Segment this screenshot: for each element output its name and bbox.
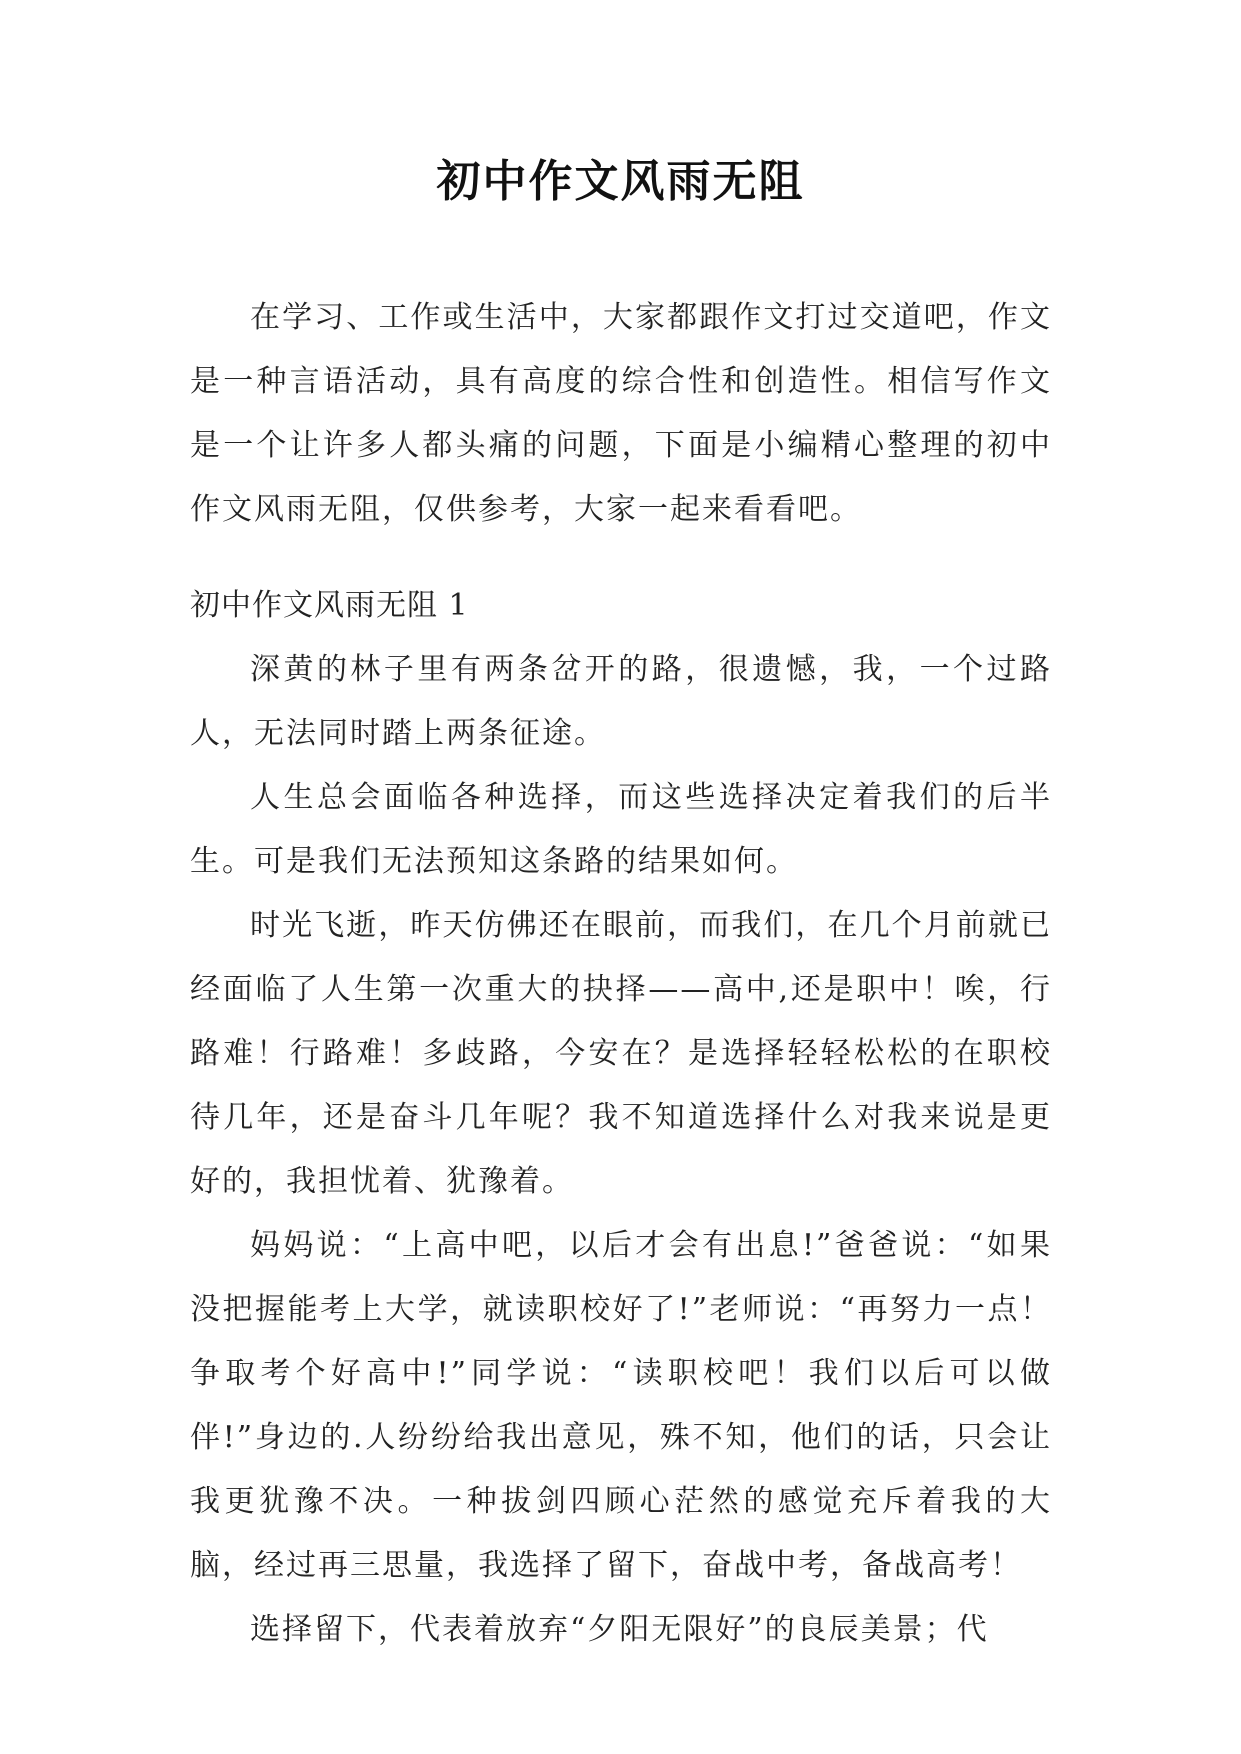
body-paragraph-1: 深黄的林子里有两条岔开的路，很遗憾，我，一个过路人，无法同时踏上两条征途。 [190,652,1052,751]
intro-section [190,286,1052,542]
document-title: 初中作文风雨无阻 [436,156,805,207]
intro-paragraph: 在学习、工作或生活中，大家都跟作文打过交道吧，作文是一种言语活动，具有高度的综合性和创造性。相信写作文是一个让许多人都头痛的问题，下面是小编精心整理的初中作文风雨无阻，仅供参考，大家一起来看看吧。 [190,300,1052,527]
body-paragraph-2: 人生总会面临各种选择，而这些选择决定着我们的后半生。可是我们无法预知这条路的结果如何。 [190,780,1052,879]
body-paragraph-5: 选择留下，代表着放弃“夕阳无限好”的良辰美景；代 [250,1612,989,1647]
body-paragraph-3: 时光飞逝，昨天仿佛还在眼前，而我们，在几个月前就已经面临了人生第一次重大的抉择——高中,还是职中！唉，行路难！行路难！多歧路，今安在？是选择轻轻松松的在职校待几年，还是奋斗几年呢？我不知道选择什么对我来说是更好的，我担忧着、犹豫着。 [190,908,1052,1199]
body-paragraph-4: 妈妈说：“上高中吧，以后才会有出息!”爸爸说：“如果没把握能考上大学，就读职校好了!”老师说：“再努力一点！争取考个好高中!”同学说：“读职校吧！我们以后可以做伴!”身边的.人纷纷给我出意见，殊不知，他们的话，只会让我更犹豫不决。一种拔剑四顾心茫然的感觉充斥着我的大脑，经过再三思量，我选择了留下，奋战中考，备战高考！ [190,1228,1052,1583]
essay-section [190,574,1052,1662]
section-heading: 初中作文风雨无阻 1 [190,588,469,623]
